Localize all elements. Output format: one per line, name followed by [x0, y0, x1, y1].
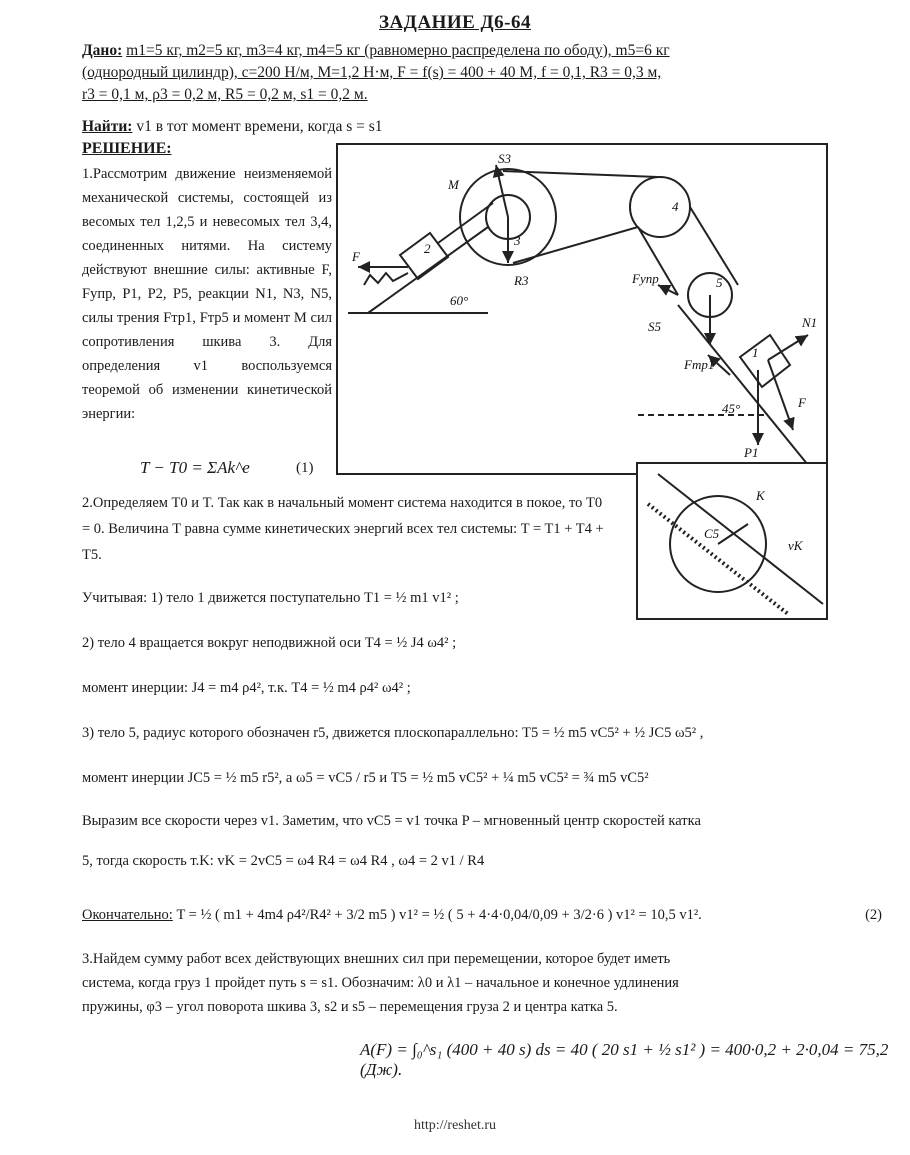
part2-line-4: момент инерции: J4 = m4 ρ4², т.к. T4 = ½ m4 ρ4² ω4² ;: [82, 680, 411, 696]
block-1: [740, 335, 790, 387]
label-2: 2: [424, 241, 431, 256]
part2-line-7: Выразим все скорости через v1. Заметим, что vC5 = v1 точка P – мгновенный центр скоростей катка: [82, 813, 701, 829]
part2-line-1: 2.Определяем T0 и T. Так как в начальный момент система находится в покое, то T0 = 0. Величина T равна сумме кинетических энергий всех тел системы: T = T1 + T4 + T5.: [82, 495, 604, 563]
find-block: [82, 118, 383, 136]
find-text: v1 в тот момент времени, когда s = s1: [136, 118, 383, 135]
label-s3: S3: [498, 151, 511, 166]
part3-line-1: 3.Найдем сумму работ всех действующих внешних сил при перемещении, которое будет иметь: [82, 951, 671, 967]
given-line-3: r3 = 0,1 м, ρ3 = 0,2 м, R5 = 0,2 м, s1 = 0,2 м.: [82, 86, 368, 103]
equation-1: T − T0 = ΣAk^e: [140, 458, 250, 477]
label-r3: R3: [514, 273, 529, 288]
label-m: M: [448, 177, 459, 192]
final-formula: T = ½ ( m1 + 4m4 ρ4²/R4² + 3/2 m5 ) v1² = ½ ( 5 + 4·4·0,04/0,09 + 3/2·6 ) v1² = 10,5 v1².: [176, 907, 702, 923]
part2-line-6: момент инерции JC5 = ½ m5 r5², а ω5 = vC5 / r5 и T5 = ½ m5 vC5² + ¼ m5 vC5² = ¾ m5 vC5²: [82, 770, 649, 786]
part3-line-2: система, когда груз 1 пройдет путь s = s1. Обозначим: λ0 и λ1 – начальное и конечное удлинения: [82, 975, 679, 991]
work-formula: A(F) = ∫₀^s₁ (400 + 40 s) ds = 40 ( 20 s1 + ½ s1² ) = 400·0,2 + 2·0,04 = 75,2 (Дж).: [360, 1040, 889, 1079]
part3-line-3: пружины, φ3 – угол поворота шкива 3, s2 и s5 – перемещения груза 2 и центра катка 5.: [82, 999, 618, 1015]
label-5: 5: [716, 275, 723, 290]
find-label: Найти:: [82, 118, 133, 135]
label-n1: N1: [802, 315, 818, 330]
label-1: 1: [752, 345, 759, 360]
final-label: Окончательно:: [82, 907, 173, 923]
label-4: 4: [672, 199, 679, 214]
final-formula-number: (2): [865, 907, 882, 923]
label-3: 3: [514, 233, 521, 248]
footer-url[interactable]: http://reshet.ru: [413, 1118, 497, 1133]
part2-final: [82, 902, 882, 928]
label-f: F: [352, 249, 360, 264]
equation-1-number: (1): [296, 460, 314, 476]
part2-line-3: 2) тело 4 вращается вокруг неподвижной оси T4 = ½ J4 ω4² ;: [82, 635, 457, 651]
part2-line-8: 5, тогда скорость т.K: vK = 2vC5 = ω4 R4 = ω4 R4 , ω4 = 2 v1 / R4: [82, 853, 485, 869]
inset-label-c5: C5: [704, 526, 720, 541]
inset-label-vk: vK: [788, 538, 803, 553]
given-block: [82, 40, 842, 106]
label-s5: S5: [648, 319, 661, 334]
given-label: Дано:: [82, 42, 123, 59]
mechanism-drawing: [338, 145, 826, 473]
part2-line-5: 3) тело 5, радиус которого обозначен r5, движется плоскопараллельно: T5 = ½ m5 vC5² + ½ JC5 ω5² ,: [82, 725, 704, 741]
page-title: ЗАДАНИЕ Д6-64: [379, 12, 531, 33]
label-fupr: Fупр: [632, 271, 659, 286]
mechanism-figure: [336, 143, 828, 475]
inset-label-k: K: [756, 488, 765, 503]
part2-line-2: Учитывая: 1) тело 1 движется поступательно T1 = ½ m1 v1² ;: [82, 590, 459, 606]
label-f-arrow: F: [798, 395, 806, 410]
given-line-1: [82, 40, 842, 62]
label-ftr: Fтр1: [684, 357, 715, 372]
given-line-2: (однородный цилиндр), c=200 Н/м, M=1,2 Н·м, F = f(s) = 400 + 40 M, f = 0,1, R3 = 0,3 м,: [82, 64, 662, 81]
solution-label: РЕШЕНИЕ:: [82, 140, 172, 157]
label-angle-45: 45°: [722, 401, 741, 416]
given-line-1-text: m1=5 кг, m2=5 кг, m3=4 кг, m4=5 кг (равномерно распределена по ободу), m5=6 кг: [126, 42, 670, 59]
label-p1: P1: [744, 445, 759, 460]
part1-paragraph: 1.Рассмотрим движение неизменяемой механической системы, состоящей из весомых тел 1,2,5 и невесомых тел 3,4, соединенных нитями. На систему действуют внешние силы: активные F, Fупр, P1, P2, P5, реакции N1, N3, N5, силы трения Fтр1, Fтр5 и момент M сил сопротивления шкива 3. Для определения v1 воспользуемся теоремой об изменении кинетической энергии:: [82, 166, 332, 422]
label-angle-60: 60°: [450, 293, 469, 308]
